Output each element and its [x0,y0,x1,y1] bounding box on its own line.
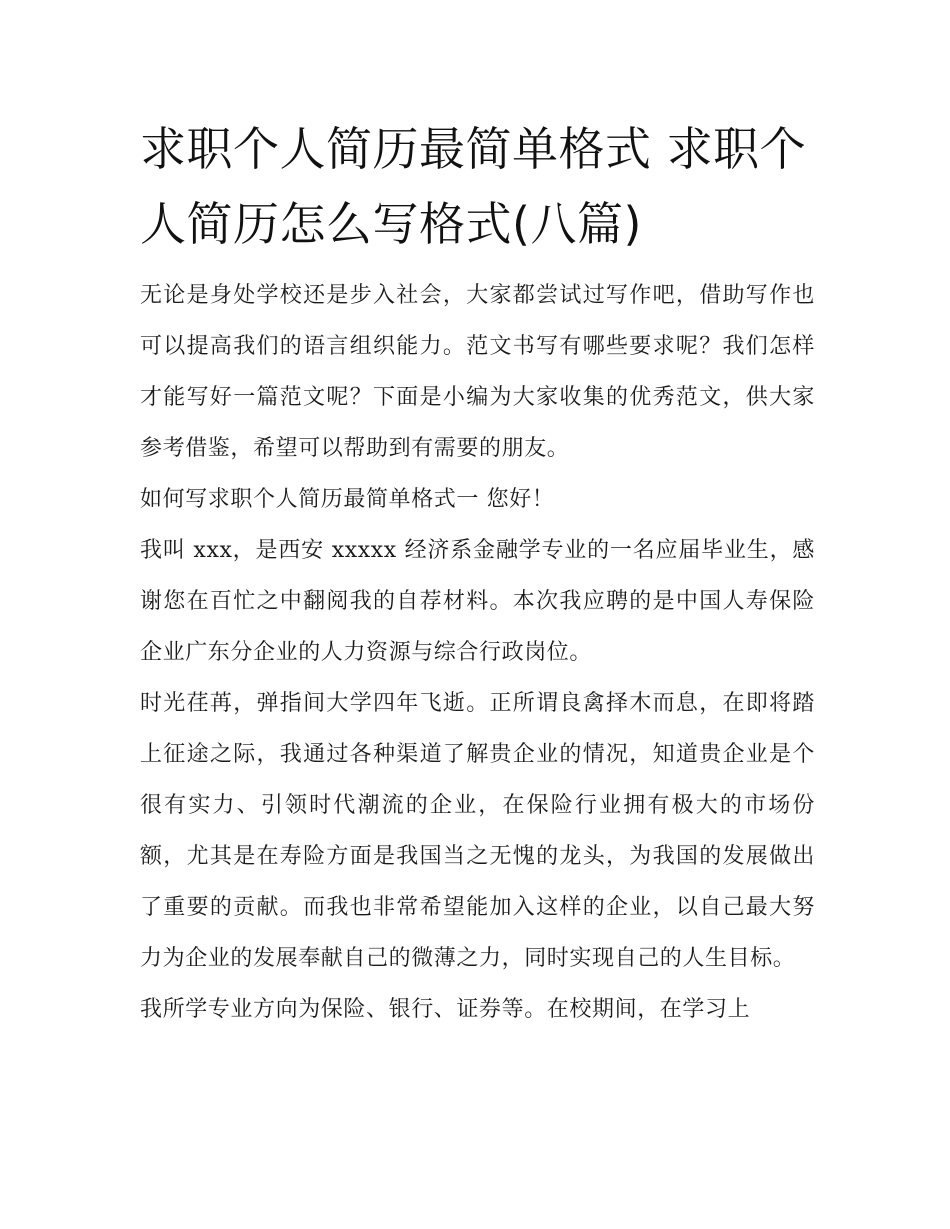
major-paragraph: 我所学专业方向为保险、银行、证券等。在校期间，在学习上 [140,997,751,1022]
section-heading-line: 如何写求职个人简历最简单格式一 您好！ [140,487,555,512]
document-body [140,270,815,1035]
document-title: 求职个人简历最简单格式 求职个人简历怎么写格式(八篇) [140,122,807,251]
intro-paragraph: 无论是身处学校还是步入社会，大家都尝试过写作吧，借助写作也可以提高我们的语言组织能力。范文书写有哪些要求呢？我们怎样才能写好一篇范文呢？下面是小编为大家收集的优秀范文，供大家参考借鉴，希望可以帮助到有需要的朋友。 [140,283,815,461]
company-motivation-paragraph: 时光荏苒，弹指间大学四年飞逝。正所谓良禽择木而息，在即将踏上征途之际，我通过各种渠道了解贵企业的情况，知道贵企业是个很有实力、引领时代潮流的企业，在保险行业拥有极大的市场份额，尤其是在寿险方面是我国当之无愧的龙头，为我国的发展做出了重要的贡献。而我也非常希望能加入这样的企业，以自己最大努力为企业的发展奉献自己的微薄之力，同时实现自己的人生目标。 [140,691,815,971]
self-introduction-paragraph: 我叫 xxx，是西安 xxxxx 经济系金融学专业的一名应届毕业生，感谢您在百忙之中翻阅我的自荐材料。本次我应聘的是中国人寿保险企业广东分企业的人力资源与综合行政岗位。 [140,538,815,665]
document-content [140,112,815,1035]
